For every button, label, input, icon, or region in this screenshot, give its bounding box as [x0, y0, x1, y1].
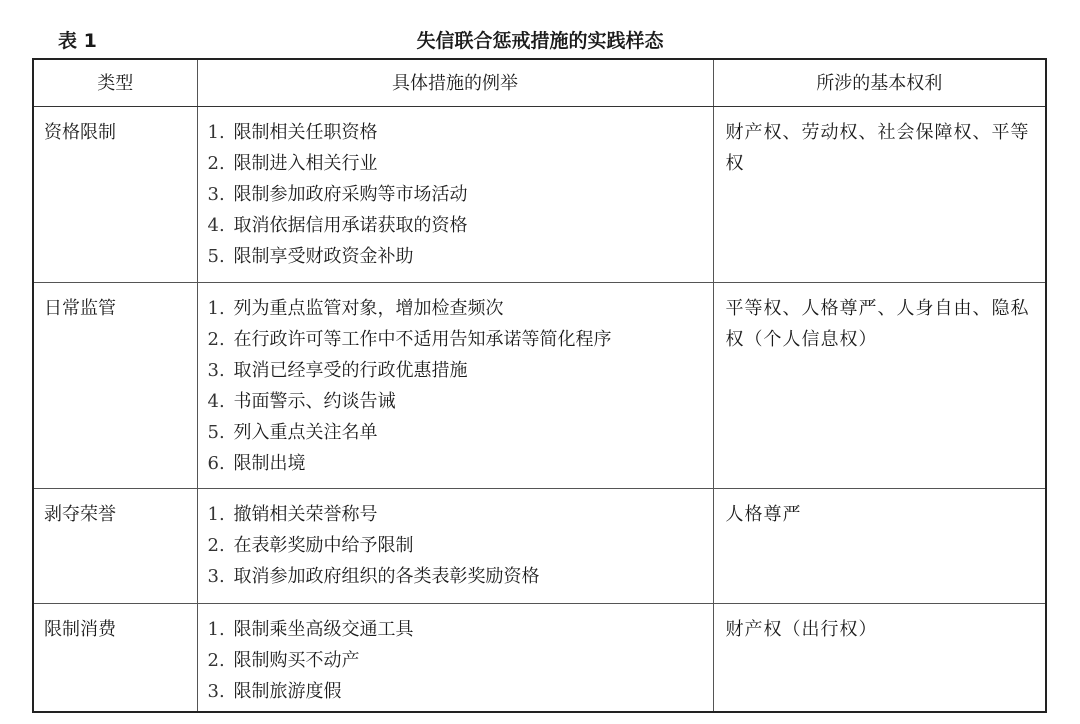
measure-item — [208, 417, 713, 448]
measure-item — [208, 148, 713, 179]
measure-number: 2. — [207, 535, 225, 556]
rights-text: 财产权、劳动权、社会保障权、平等权 — [725, 122, 1030, 174]
table-number-label: 表 1 — [58, 30, 97, 52]
measure-text: 限制旅游度假 — [233, 681, 342, 702]
measure-text: 限制进入相关行业 — [233, 153, 378, 174]
rights-cell — [713, 107, 1046, 283]
rights-cell — [713, 604, 1046, 712]
table-title: 失信联合惩戒措施的实践样态 — [416, 30, 664, 52]
header-type: 类型 — [33, 59, 197, 107]
measure-text: 取消依据信用承诺获取的资格 — [233, 215, 468, 236]
measure-text: 限制参加政府采购等市场活动 — [233, 184, 468, 205]
measures-table — [32, 58, 1047, 713]
measure-number: 3. — [207, 360, 225, 381]
measure-list — [208, 614, 713, 707]
measure-number: 1. — [207, 122, 225, 143]
measure-number: 2. — [207, 153, 225, 174]
measure-number: 4. — [207, 215, 225, 236]
measure-text: 限制出境 — [233, 453, 306, 474]
measure-number: 1. — [207, 504, 225, 525]
measure-number: 1. — [207, 619, 225, 640]
type-cell: 日常监管 — [33, 283, 197, 489]
measure-text: 书面警示、约谈告诫 — [233, 391, 396, 412]
header-measures: 具体措施的例举 — [197, 59, 713, 107]
measure-item — [208, 448, 713, 479]
measure-text: 列为重点监管对象，增加检查频次 — [233, 298, 504, 319]
measure-text: 限制相关任职资格 — [233, 122, 378, 143]
table-row — [33, 604, 1046, 712]
rights-cell — [713, 489, 1046, 604]
table-caption — [0, 24, 1080, 54]
rights-text: 财产权（出行权） — [725, 619, 878, 640]
measure-item — [208, 530, 713, 561]
measure-text: 在表彰奖励中给予限制 — [233, 535, 414, 556]
measure-item — [208, 386, 713, 417]
measure-number: 1. — [207, 298, 225, 319]
header-rights: 所涉的基本权利 — [713, 59, 1046, 107]
type-cell: 剥夺荣誉 — [33, 489, 197, 604]
measure-item — [208, 117, 713, 148]
measure-number: 2. — [207, 329, 225, 350]
measure-item — [208, 645, 713, 676]
type-cell: 限制消费 — [33, 604, 197, 712]
measure-number: 5. — [207, 246, 225, 267]
measure-item — [208, 179, 713, 210]
table-row — [33, 283, 1046, 489]
measure-item — [208, 676, 713, 707]
table-row — [33, 107, 1046, 283]
measure-number: 4. — [207, 391, 225, 412]
table-row — [33, 489, 1046, 604]
measure-number: 3. — [207, 681, 225, 702]
type-cell: 资格限制 — [33, 107, 197, 283]
measure-item — [208, 614, 713, 645]
measure-list — [208, 117, 713, 272]
measure-number: 2. — [207, 650, 225, 671]
measure-text: 取消参加政府组织的各类表彰奖励资格 — [233, 566, 540, 587]
rights-cell — [713, 283, 1046, 489]
measure-text: 限制购买不动产 — [233, 650, 360, 671]
measure-list — [208, 293, 713, 479]
measure-number: 3. — [207, 566, 225, 587]
measure-item — [208, 241, 713, 272]
measure-number: 5. — [207, 422, 225, 443]
measure-text: 限制享受财政资金补助 — [233, 246, 414, 267]
measure-list — [208, 499, 713, 592]
measure-item — [208, 324, 713, 355]
measure-text: 列入重点关注名单 — [233, 422, 378, 443]
measure-text: 在行政许可等工作中不适用告知承诺等简化程序 — [233, 329, 612, 350]
measure-item — [208, 561, 713, 592]
measures-cell — [197, 107, 713, 283]
measure-text: 撤销相关荣誉称号 — [233, 504, 378, 525]
measure-item — [208, 355, 713, 386]
measures-cell — [197, 489, 713, 604]
measure-item — [208, 499, 713, 530]
table-header-row — [33, 59, 1046, 107]
rights-text: 平等权、人格尊严、人身自由、隐私权（个人信息权） — [725, 298, 1030, 350]
measure-text: 限制乘坐高级交通工具 — [233, 619, 414, 640]
measure-item — [208, 210, 713, 241]
measure-item — [208, 293, 713, 324]
measures-cell — [197, 604, 713, 712]
measure-text: 取消已经享受的行政优惠措施 — [233, 360, 468, 381]
measure-number: 6. — [207, 453, 225, 474]
rights-text: 人格尊严 — [725, 504, 802, 525]
measures-cell — [197, 283, 713, 489]
measure-number: 3. — [207, 184, 225, 205]
